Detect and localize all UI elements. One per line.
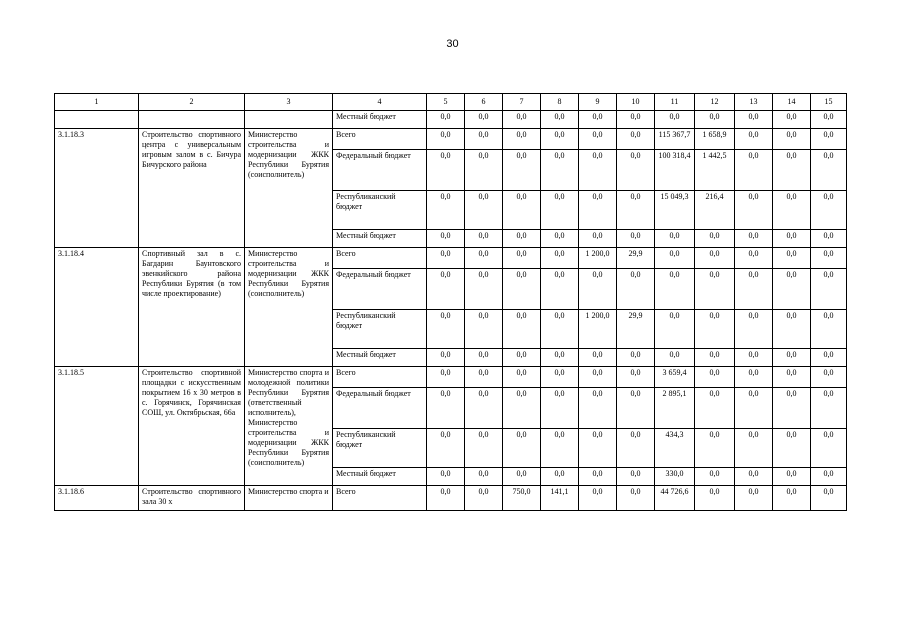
column-header-4: 4 [333, 94, 427, 111]
value-cell: 0,0 [541, 349, 579, 367]
table-body [55, 111, 847, 511]
value-cell: 0,0 [655, 349, 695, 367]
value-cell: 0,0 [811, 388, 847, 429]
table-header [55, 94, 847, 111]
column-header-6: 6 [465, 94, 503, 111]
value-cell: 0,0 [695, 388, 735, 429]
value-cell: 0,0 [617, 111, 655, 129]
value-cell: 0,0 [811, 310, 847, 349]
value-cell: 0,0 [655, 248, 695, 269]
value-cell: 0,0 [541, 367, 579, 388]
budget-table [54, 93, 847, 511]
value-cell: 0,0 [427, 248, 465, 269]
value-cell: 0,0 [427, 349, 465, 367]
value-cell: 0,0 [773, 230, 811, 248]
value-cell: 0,0 [811, 191, 847, 230]
value-cell: 0,0 [465, 150, 503, 191]
value-cell: 0,0 [735, 248, 773, 269]
value-cell: 115 367,7 [655, 129, 695, 150]
value-cell: 0,0 [655, 310, 695, 349]
value-cell: 0,0 [427, 269, 465, 310]
value-cell: 1 200,0 [579, 248, 617, 269]
value-cell: 0,0 [465, 388, 503, 429]
value-cell: 0,0 [579, 269, 617, 310]
item-name: Строительство спортивного зала 30 х [139, 486, 245, 511]
table-row [55, 367, 847, 388]
empty-cell [55, 111, 139, 129]
item-executor: Министерство строительства и модернизации ЖКК Республики Бурятия (соисполнитель) [245, 248, 333, 367]
value-cell: 0,0 [503, 367, 541, 388]
funding-source: Всего [333, 129, 427, 150]
funding-source: Местный бюджет [333, 468, 427, 486]
column-header-14: 14 [773, 94, 811, 111]
table-row [55, 129, 847, 150]
value-cell: 0,0 [695, 111, 735, 129]
value-cell: 29,9 [617, 310, 655, 349]
value-cell: 1 442,5 [695, 150, 735, 191]
value-cell: 0,0 [579, 349, 617, 367]
value-cell: 0,0 [811, 429, 847, 468]
value-cell: 0,0 [811, 248, 847, 269]
column-header-10: 10 [617, 94, 655, 111]
column-header-12: 12 [695, 94, 735, 111]
item-code: 3.1.18.5 [55, 367, 139, 486]
value-cell: 0,0 [695, 367, 735, 388]
value-cell: 0,0 [695, 486, 735, 511]
value-cell: 0,0 [773, 349, 811, 367]
value-cell: 0,0 [773, 111, 811, 129]
value-cell: 0,0 [465, 111, 503, 129]
value-cell: 0,0 [541, 388, 579, 429]
value-cell: 0,0 [541, 429, 579, 468]
column-header-1: 1 [55, 94, 139, 111]
item-name: Строительство спортивной площадки с искусственным покрытием 16 х 30 метров в с. Горячинск, Горячинская СОШ, ул. Октябрьская, 66а [139, 367, 245, 486]
value-cell: 0,0 [503, 468, 541, 486]
value-cell: 0,0 [579, 486, 617, 511]
item-executor: Министерство спорта и [245, 486, 333, 511]
value-cell: 0,0 [811, 150, 847, 191]
value-cell: 0,0 [541, 191, 579, 230]
value-cell: 0,0 [541, 150, 579, 191]
value-cell: 0,0 [773, 310, 811, 349]
table-row [55, 248, 847, 269]
value-cell: 0,0 [617, 269, 655, 310]
item-name: Спортивный зал в с. Багдарин Баунтовского эвенкийского района Республики Бурятия (в том числе проектирование) [139, 248, 245, 367]
value-cell: 0,0 [773, 191, 811, 230]
funding-source: Республиканский бюджет [333, 310, 427, 349]
value-cell: 44 726,6 [655, 486, 695, 511]
item-code: 3.1.18.4 [55, 248, 139, 367]
value-cell: 0,0 [465, 230, 503, 248]
value-cell: 0,0 [773, 129, 811, 150]
value-cell: 0,0 [579, 429, 617, 468]
value-cell: 434,3 [655, 429, 695, 468]
value-cell: 0,0 [579, 468, 617, 486]
value-cell: 0,0 [617, 468, 655, 486]
value-cell: 0,0 [735, 310, 773, 349]
value-cell: 0,0 [427, 429, 465, 468]
funding-source: Всего [333, 486, 427, 511]
value-cell: 0,0 [773, 248, 811, 269]
empty-cell [245, 111, 333, 129]
value-cell: 0,0 [695, 248, 735, 269]
value-cell: 0,0 [427, 191, 465, 230]
value-cell: 0,0 [617, 230, 655, 248]
value-cell: 0,0 [579, 388, 617, 429]
value-cell: 0,0 [773, 269, 811, 310]
value-cell: 0,0 [735, 486, 773, 511]
value-cell: 0,0 [735, 468, 773, 486]
value-cell: 0,0 [579, 191, 617, 230]
column-header-13: 13 [735, 94, 773, 111]
value-cell: 0,0 [811, 230, 847, 248]
value-cell: 0,0 [773, 367, 811, 388]
value-cell: 0,0 [465, 248, 503, 269]
value-cell: 0,0 [465, 468, 503, 486]
item-name: Строительство спортивного центра с универсальным игровым залом в с. Бичура Бичурского района [139, 129, 245, 248]
value-cell: 0,0 [655, 269, 695, 310]
funding-source: Федеральный бюджет [333, 269, 427, 310]
value-cell: 0,0 [735, 349, 773, 367]
value-cell: 0,0 [695, 230, 735, 248]
value-cell: 0,0 [773, 388, 811, 429]
value-cell: 0,0 [735, 367, 773, 388]
value-cell: 0,0 [811, 486, 847, 511]
value-cell: 0,0 [579, 367, 617, 388]
value-cell: 0,0 [427, 150, 465, 191]
value-cell: 0,0 [427, 111, 465, 129]
value-cell: 0,0 [773, 468, 811, 486]
value-cell: 330,0 [655, 468, 695, 486]
value-cell: 0,0 [465, 310, 503, 349]
funding-source: Местный бюджет [333, 111, 427, 129]
value-cell: 0,0 [503, 248, 541, 269]
value-cell: 0,0 [465, 349, 503, 367]
value-cell: 0,0 [465, 269, 503, 310]
value-cell: 0,0 [503, 150, 541, 191]
value-cell: 0,0 [655, 230, 695, 248]
value-cell: 0,0 [503, 349, 541, 367]
value-cell: 0,0 [541, 111, 579, 129]
value-cell: 0,0 [503, 191, 541, 230]
value-cell: 0,0 [811, 349, 847, 367]
value-cell: 0,0 [695, 468, 735, 486]
table-row [55, 111, 847, 129]
value-cell: 0,0 [617, 486, 655, 511]
column-header-5: 5 [427, 94, 465, 111]
value-cell: 0,0 [773, 486, 811, 511]
value-cell: 0,0 [735, 429, 773, 468]
value-cell: 15 049,3 [655, 191, 695, 230]
value-cell: 0,0 [617, 388, 655, 429]
value-cell: 0,0 [735, 388, 773, 429]
value-cell: 0,0 [579, 111, 617, 129]
value-cell: 100 318,4 [655, 150, 695, 191]
funding-source: Всего [333, 248, 427, 269]
column-header-7: 7 [503, 94, 541, 111]
value-cell: 0,0 [541, 310, 579, 349]
value-cell: 0,0 [617, 150, 655, 191]
column-header-2: 2 [139, 94, 245, 111]
value-cell: 0,0 [695, 310, 735, 349]
value-cell: 0,0 [541, 230, 579, 248]
funding-source: Федеральный бюджет [333, 388, 427, 429]
value-cell: 0,0 [503, 269, 541, 310]
value-cell: 0,0 [503, 310, 541, 349]
value-cell: 0,0 [579, 230, 617, 248]
value-cell: 0,0 [465, 129, 503, 150]
value-cell: 0,0 [541, 129, 579, 150]
column-header-3: 3 [245, 94, 333, 111]
value-cell: 0,0 [617, 129, 655, 150]
value-cell: 0,0 [427, 367, 465, 388]
value-cell: 750,0 [503, 486, 541, 511]
value-cell: 0,0 [735, 269, 773, 310]
value-cell: 0,0 [617, 367, 655, 388]
value-cell: 0,0 [695, 269, 735, 310]
value-cell: 2 895,1 [655, 388, 695, 429]
value-cell: 0,0 [503, 429, 541, 468]
value-cell: 141,1 [541, 486, 579, 511]
funding-source: Местный бюджет [333, 230, 427, 248]
value-cell: 0,0 [617, 429, 655, 468]
value-cell: 1 658,9 [695, 129, 735, 150]
value-cell: 0,0 [735, 111, 773, 129]
value-cell: 0,0 [541, 269, 579, 310]
value-cell: 1 200,0 [579, 310, 617, 349]
value-cell: 0,0 [503, 230, 541, 248]
value-cell: 0,0 [811, 111, 847, 129]
funding-source: Республиканский бюджет [333, 191, 427, 230]
value-cell: 0,0 [617, 349, 655, 367]
value-cell: 0,0 [503, 111, 541, 129]
column-header-15: 15 [811, 94, 847, 111]
value-cell: 0,0 [811, 269, 847, 310]
value-cell: 0,0 [427, 129, 465, 150]
funding-source: Республиканский бюджет [333, 429, 427, 468]
value-cell: 0,0 [735, 129, 773, 150]
value-cell: 0,0 [427, 486, 465, 511]
value-cell: 0,0 [811, 468, 847, 486]
value-cell: 0,0 [465, 429, 503, 468]
value-cell: 0,0 [735, 230, 773, 248]
value-cell: 0,0 [735, 191, 773, 230]
value-cell: 0,0 [655, 111, 695, 129]
value-cell: 0,0 [579, 129, 617, 150]
value-cell: 0,0 [695, 429, 735, 468]
value-cell: 0,0 [811, 129, 847, 150]
value-cell: 0,0 [579, 150, 617, 191]
value-cell: 0,0 [427, 468, 465, 486]
funding-source: Местный бюджет [333, 349, 427, 367]
value-cell: 0,0 [773, 150, 811, 191]
funding-source: Всего [333, 367, 427, 388]
value-cell: 0,0 [503, 388, 541, 429]
value-cell: 0,0 [541, 468, 579, 486]
value-cell: 0,0 [773, 429, 811, 468]
empty-cell [139, 111, 245, 129]
value-cell: 0,0 [735, 150, 773, 191]
value-cell: 0,0 [695, 349, 735, 367]
column-header-8: 8 [541, 94, 579, 111]
value-cell: 0,0 [503, 129, 541, 150]
table-row [55, 486, 847, 511]
item-code: 3.1.18.6 [55, 486, 139, 511]
column-header-11: 11 [655, 94, 695, 111]
item-executor: Министерство спорта и молодежной политики Республики Бурятия (ответственный исполнитель), Министерство строительства и модернизации ЖКК Республики Бурятия (соисполнитель) [245, 367, 333, 486]
value-cell: 3 659,4 [655, 367, 695, 388]
value-cell: 29,9 [617, 248, 655, 269]
value-cell: 0,0 [541, 248, 579, 269]
funding-source: Федеральный бюджет [333, 150, 427, 191]
value-cell: 0,0 [465, 191, 503, 230]
value-cell: 0,0 [465, 367, 503, 388]
value-cell: 0,0 [427, 310, 465, 349]
value-cell: 0,0 [811, 367, 847, 388]
value-cell: 0,0 [617, 191, 655, 230]
value-cell: 0,0 [427, 230, 465, 248]
item-executor: Министерство строительства и модернизации ЖКК Республики Бурятия (соисполнитель) [245, 129, 333, 248]
column-header-9: 9 [579, 94, 617, 111]
value-cell: 216,4 [695, 191, 735, 230]
page-number: 30 [446, 38, 459, 50]
value-cell: 0,0 [427, 388, 465, 429]
header-row [55, 94, 847, 111]
item-code: 3.1.18.3 [55, 129, 139, 248]
value-cell: 0,0 [465, 486, 503, 511]
